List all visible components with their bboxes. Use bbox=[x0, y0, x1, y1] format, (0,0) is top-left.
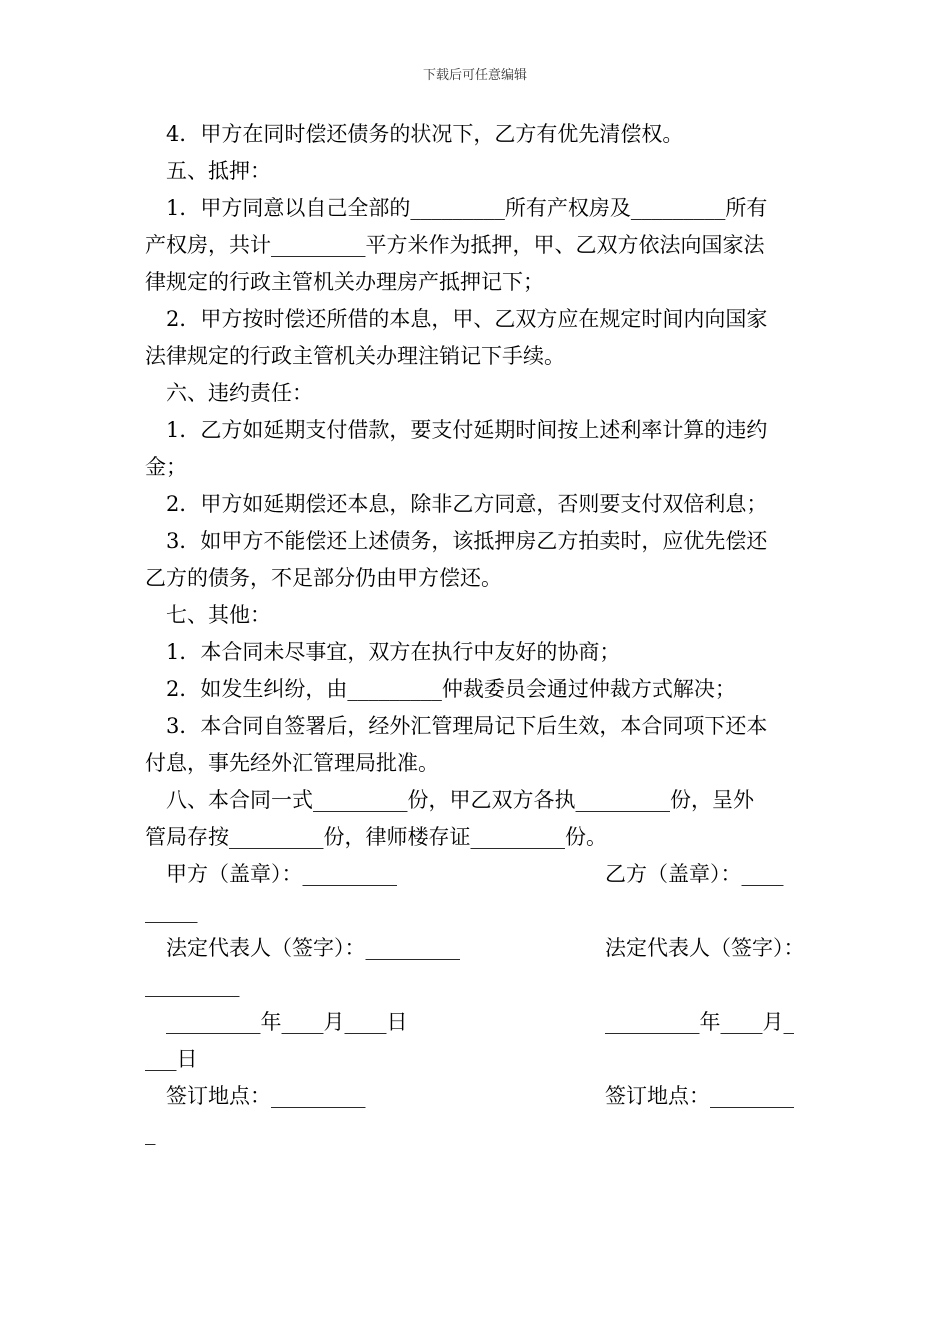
section-eight-line-1: 八、本合同一式_________份，甲乙双方各执_________份，呈外 bbox=[166, 788, 754, 812]
party-b-date: _________年____月_ bbox=[605, 1010, 794, 1034]
party-b-place: 签订地点：________ bbox=[605, 1084, 794, 1108]
section-seven-title: 七、其他： bbox=[166, 603, 271, 627]
other-clause-3-line-1: 3．本合同自签署后，经外汇管理局记下后生效，本合同项下还本 bbox=[166, 714, 768, 738]
clause-4-priority: 4．甲方在同时偿还债务的状况下，乙方有优先清偿权。 bbox=[166, 122, 684, 146]
mortgage-clause-2-line-2: 法律规定的行政主管机关办理注销记下手续。 bbox=[145, 344, 565, 368]
mortgage-clause-2-line-1: 2．甲方按时偿还所借的本息，甲、乙双方应在规定时间内向国家 bbox=[166, 307, 768, 331]
section-eight-line-2: 管局存按_________份，律师楼存证_________份。 bbox=[145, 825, 607, 849]
party-a-representative: 法定代表人（签字）：_________ bbox=[166, 936, 460, 960]
mortgage-clause-1-line-1: 1．甲方同意以自己全部的_________所有产权房及_________所有 bbox=[166, 196, 768, 220]
mortgage-clause-1-line-3: 律规定的行政主管机关办理房产抵押记下； bbox=[145, 270, 544, 294]
breach-clause-1-line-2: 金； bbox=[145, 455, 187, 479]
party-b-date-continued: ___日 bbox=[145, 1047, 198, 1071]
date-row bbox=[145, 1004, 810, 1041]
party-b-seal: 乙方（盖章）：____ bbox=[605, 862, 784, 886]
other-clause-3-line-2: 付息，事先经外汇管理局批准。 bbox=[145, 751, 439, 775]
breach-clause-2: 2．甲方如延期偿还本息，除非乙方同意，否则要支付双倍利息； bbox=[166, 492, 768, 516]
breach-clause-3-line-1: 3．如甲方不能偿还上述债务，该抵押房乙方拍卖时，应优先偿还 bbox=[166, 529, 768, 553]
party-b-representative-continued: _________ bbox=[145, 973, 240, 997]
mortgage-clause-1-line-2: 产权房，共计_________平方米作为抵押，甲、乙双方依法向国家法 bbox=[145, 233, 765, 257]
seal-row bbox=[145, 856, 810, 893]
breach-clause-1-line-1: 1．乙方如延期支付借款，要支付延期时间按上述利率计算的违约 bbox=[166, 418, 768, 442]
party-b-representative: 法定代表人（签字）： bbox=[605, 936, 805, 960]
page-header: 下载后可任意编辑 bbox=[422, 68, 527, 83]
party-b-seal-continued: _____ bbox=[145, 899, 198, 923]
party-a-date: _________年____月____日 bbox=[166, 1010, 408, 1034]
party-b-place-continued: _ bbox=[145, 1121, 156, 1145]
other-clause-1: 1．本合同未尽事宜，双方在执行中友好的协商； bbox=[166, 640, 621, 664]
contract-body bbox=[145, 116, 810, 1152]
section-six-title: 六、违约责任： bbox=[166, 381, 313, 405]
other-clause-2: 2．如发生纠纷，由_________仲裁委员会通过仲裁方式解决； bbox=[166, 677, 736, 701]
section-five-title: 五、抵押： bbox=[166, 159, 271, 183]
party-a-seal: 甲方（盖章）：_________ bbox=[166, 862, 397, 886]
party-a-place: 签订地点：_________ bbox=[166, 1084, 366, 1108]
breach-clause-3-line-2: 乙方的债务，不足部分仍由甲方偿还。 bbox=[145, 566, 502, 590]
place-row bbox=[145, 1078, 810, 1115]
representative-row bbox=[145, 930, 810, 967]
